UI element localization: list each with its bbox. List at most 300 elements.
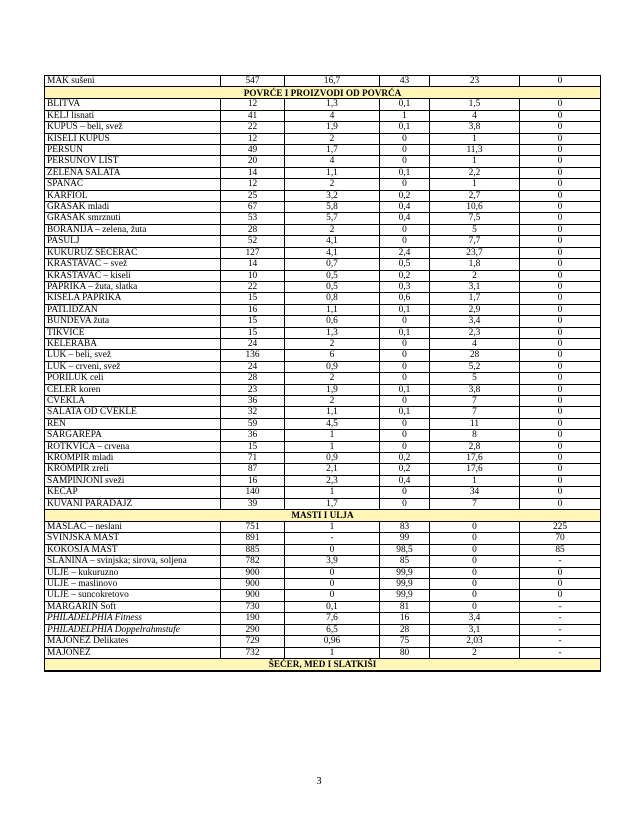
table-row [45,498,601,509]
table-row [45,316,601,327]
table-row [45,327,601,338]
food-name-cell: KISELA PAPRIKA [45,293,221,304]
table-row [45,430,601,441]
value-cell: 900 [221,567,285,578]
value-cell: 0 [285,590,380,601]
value-cell: 732 [221,647,285,658]
value-cell: 0 [430,601,520,612]
value-cell: 70 [520,533,601,544]
table-row [45,224,601,235]
table-row [45,464,601,475]
table-row [45,556,601,567]
value-cell: 4 [285,110,380,121]
table-row [45,453,601,464]
value-cell: 53 [221,213,285,224]
value-cell: - [520,613,601,624]
value-cell: 0 [520,430,601,441]
food-name-cell: GRAŠAK mladi [45,202,221,213]
table-row [45,167,601,178]
value-cell: 28 [380,624,430,635]
table-row [45,202,601,213]
table-row [45,636,601,647]
table-row [45,487,601,498]
food-name-cell: PHILADELPHIA Fitness [45,613,221,624]
value-cell: 2,8 [430,441,520,452]
food-name-cell: KROMPIR mladi [45,453,221,464]
value-cell: 0,9 [285,453,380,464]
food-name-cell: PASULJ [45,236,221,247]
value-cell: 15 [221,293,285,304]
value-cell: 0 [520,270,601,281]
value-cell: - [520,647,601,658]
table-row [45,179,601,190]
table-row [45,76,601,87]
food-name-cell: MASLAC – neslani [45,522,221,533]
food-name-cell: SVINJSKA MAST [45,533,221,544]
nutrition-table [44,75,601,672]
value-cell: 52 [221,236,285,247]
table-row [45,156,601,167]
value-cell: 12 [221,133,285,144]
value-cell: 885 [221,544,285,555]
value-cell: 3,8 [430,122,520,133]
value-cell: 0,5 [285,281,380,292]
value-cell: 0,1 [380,304,430,315]
table-row [45,122,601,133]
food-name-cell: PORILUK celi [45,373,221,384]
value-cell: 14 [221,167,285,178]
value-cell: 85 [520,544,601,555]
value-cell: 0 [520,464,601,475]
value-cell: 1 [430,475,520,486]
value-cell: 5,7 [285,213,380,224]
value-cell: 0 [520,384,601,395]
food-name-cell: ŠAMPINJONI sveži [45,475,221,486]
table-row [45,407,601,418]
food-name-cell: PAPRIKA – žuta, slatka [45,281,221,292]
value-cell: 127 [221,247,285,258]
value-cell: 2,9 [430,304,520,315]
food-name-cell: MAJONEZ Delikates [45,636,221,647]
value-cell: 15 [221,316,285,327]
value-cell: 71 [221,453,285,464]
value-cell: 2,3 [285,475,380,486]
table-row [45,579,601,590]
value-cell: 5 [430,224,520,235]
table-row [45,624,601,635]
value-cell: 0 [520,179,601,190]
value-cell: 729 [221,636,285,647]
food-name-cell: KRASTAVAC – svež [45,259,221,270]
value-cell: 0 [285,579,380,590]
value-cell: 1,7 [430,293,520,304]
value-cell: 0 [520,145,601,156]
table-row [45,304,601,315]
value-cell: 0 [380,179,430,190]
value-cell: 15 [221,441,285,452]
value-cell: 0 [380,430,430,441]
value-cell: 1 [285,487,380,498]
value-cell: 1 [285,441,380,452]
value-cell: 1,1 [285,304,380,315]
value-cell: 0 [520,224,601,235]
value-cell: 0 [380,361,430,372]
value-cell: 67 [221,202,285,213]
value-cell: 900 [221,579,285,590]
value-cell: 0 [520,156,601,167]
value-cell: 0,2 [380,453,430,464]
value-cell: 0,9 [285,361,380,372]
value-cell: 0 [520,350,601,361]
value-cell: 0,96 [285,636,380,647]
value-cell: 1 [430,133,520,144]
value-cell: 16 [221,475,285,486]
value-cell: 6 [285,350,380,361]
value-cell: 7 [430,498,520,509]
value-cell: 2,4 [380,247,430,258]
value-cell: 140 [221,487,285,498]
value-cell: 0 [520,213,601,224]
value-cell: 1 [285,522,380,533]
section-title: MASTI I ULJA [45,510,601,522]
value-cell: 0 [430,556,520,567]
value-cell: - [285,533,380,544]
value-cell: 28 [221,224,285,235]
table-row [45,350,601,361]
value-cell: 59 [221,418,285,429]
value-cell: 2,3 [430,327,520,338]
value-cell: 34 [430,487,520,498]
value-cell: 0 [520,281,601,292]
value-cell: 3,1 [430,624,520,635]
food-name-cell: ZELENA SALATA [45,167,221,178]
value-cell: 22 [221,281,285,292]
value-cell: 0 [380,133,430,144]
value-cell: 20 [221,156,285,167]
value-cell: 0 [430,590,520,601]
value-cell: 0,1 [380,122,430,133]
food-name-cell: CVEKLA [45,395,221,406]
table-row [45,567,601,578]
value-cell: 11 [430,418,520,429]
table-row [45,259,601,270]
value-cell: 0 [430,567,520,578]
value-cell: 7 [430,407,520,418]
section-title: ŠEĆER, MED I SLATKIŠI [45,658,601,671]
food-name-cell: MAJONEZ [45,647,221,658]
table-row [45,395,601,406]
value-cell: 0 [520,293,601,304]
value-cell: 4 [430,338,520,349]
value-cell: 0,5 [380,259,430,270]
value-cell: 0 [520,202,601,213]
value-cell: 0 [520,190,601,201]
food-name-cell: KUKURUZ ŠEĆERAC [45,247,221,258]
value-cell: 900 [221,590,285,601]
table-row [45,270,601,281]
value-cell: 85 [380,556,430,567]
value-cell: 23 [221,384,285,395]
value-cell: 17,6 [430,453,520,464]
value-cell: 0,1 [285,601,380,612]
value-cell: 1,5 [430,99,520,110]
value-cell: 0 [380,350,430,361]
value-cell: 0 [520,395,601,406]
value-cell: 4 [430,110,520,121]
value-cell: 5,2 [430,361,520,372]
value-cell: 28 [430,350,520,361]
value-cell: 2,2 [430,167,520,178]
value-cell: 3,4 [430,316,520,327]
value-cell: 0 [520,133,601,144]
table-row [45,338,601,349]
value-cell: 0 [520,453,601,464]
value-cell: 0 [430,522,520,533]
value-cell: 75 [380,636,430,647]
value-cell: 0,1 [380,167,430,178]
value-cell: 0 [520,110,601,121]
food-name-cell: PATLIDŽAN [45,304,221,315]
value-cell: 7,7 [430,236,520,247]
value-cell: 0 [520,259,601,270]
value-cell: 0,3 [380,281,430,292]
value-cell: 43 [380,76,430,87]
value-cell: 730 [221,601,285,612]
food-name-cell: KROMPIR zreli [45,464,221,475]
value-cell: 0,5 [285,270,380,281]
value-cell: - [520,556,601,567]
table-row [45,601,601,612]
table-row [45,110,601,121]
value-cell: 2,1 [285,464,380,475]
value-cell: 0 [520,590,601,601]
value-cell: 0,2 [380,190,430,201]
value-cell: 0 [520,247,601,258]
value-cell: 1,8 [430,259,520,270]
value-cell: 1,1 [285,167,380,178]
value-cell: 0,1 [380,407,430,418]
table-row [45,590,601,601]
value-cell: 7,6 [285,613,380,624]
value-cell: 290 [221,624,285,635]
value-cell: 0,2 [380,270,430,281]
value-cell: 99,9 [380,590,430,601]
value-cell: 0 [380,498,430,509]
value-cell: 547 [221,76,285,87]
value-cell: 0,6 [285,316,380,327]
value-cell: 0,1 [380,384,430,395]
value-cell: 14 [221,259,285,270]
value-cell: 2,7 [430,190,520,201]
food-name-cell: KOKOŠJA MAST [45,544,221,555]
food-name-cell: PERŠUN [45,145,221,156]
value-cell: 16 [221,304,285,315]
value-cell: 3,4 [430,613,520,624]
value-cell: 3,2 [285,190,380,201]
value-cell: 16 [380,613,430,624]
value-cell: 190 [221,613,285,624]
value-cell: 39 [221,498,285,509]
food-name-cell: BUNDEVA žuta [45,316,221,327]
value-cell: 1 [430,179,520,190]
table-row [45,544,601,555]
table-row [45,190,601,201]
food-name-cell: SLANINA – svinjska; sirova, soljena [45,556,221,567]
food-name-cell: BLITVA [45,99,221,110]
value-cell: 0 [380,224,430,235]
value-cell: 3,9 [285,556,380,567]
value-cell: 0,1 [380,327,430,338]
food-name-cell: BORANIJA – zelena, žuta [45,224,221,235]
table-row [45,281,601,292]
value-cell: 0 [520,316,601,327]
value-cell: 0 [520,498,601,509]
value-cell: 891 [221,533,285,544]
food-name-cell: SALATA OD CVEKLE [45,407,221,418]
value-cell: 2 [285,338,380,349]
value-cell: 87 [221,464,285,475]
value-cell: 16,7 [285,76,380,87]
value-cell: 8 [430,430,520,441]
value-cell: 25 [221,190,285,201]
value-cell: 2 [430,270,520,281]
value-cell: 0 [380,418,430,429]
value-cell: 0 [520,338,601,349]
value-cell: 1,3 [285,99,380,110]
table-row [45,213,601,224]
table-row [45,236,601,247]
food-name-cell: KUPUS – beli, svež [45,122,221,133]
food-name-cell: GRAŠAK smrznuti [45,213,221,224]
value-cell: 23 [430,76,520,87]
food-name-cell: KRASTAVAC – kiseli [45,270,221,281]
value-cell: 10 [221,270,285,281]
value-cell: 0,7 [285,259,380,270]
value-cell: 0,4 [380,475,430,486]
value-cell: - [520,624,601,635]
value-cell: 2 [430,647,520,658]
table-row [45,613,601,624]
value-cell: 2 [285,224,380,235]
value-cell: 4,1 [285,236,380,247]
table-row [45,533,601,544]
table-row [45,475,601,486]
value-cell: 0 [380,441,430,452]
food-name-cell: ULJE – kukuruzno [45,567,221,578]
value-cell: 1 [285,647,380,658]
value-cell: 99,9 [380,567,430,578]
value-cell: 0 [380,236,430,247]
value-cell: 4 [285,156,380,167]
value-cell: 0,6 [380,293,430,304]
section-title: POVRĆE I PROIZVODI OD POVRĆA [45,87,601,99]
value-cell: 7 [430,395,520,406]
food-name-cell: CELER koren [45,384,221,395]
value-cell: 0 [430,579,520,590]
value-cell: 0,4 [380,213,430,224]
table-row [45,418,601,429]
value-cell: 0,8 [285,293,380,304]
table-row [45,133,601,144]
value-cell: 99,9 [380,579,430,590]
value-cell: 1,9 [285,384,380,395]
value-cell: 2 [285,395,380,406]
value-cell: - [520,636,601,647]
table-row [45,522,601,533]
value-cell: 0 [520,236,601,247]
value-cell: 1 [430,156,520,167]
value-cell: 0 [380,395,430,406]
value-cell: 0 [520,373,601,384]
food-name-cell: TIKVICE [45,327,221,338]
value-cell: 0,1 [380,99,430,110]
value-cell: 0 [380,316,430,327]
value-cell: 0 [430,533,520,544]
value-cell: 0 [520,327,601,338]
food-name-cell: PHILADELPHIA Doppelrahmstufe [45,624,221,635]
value-cell: 17,6 [430,464,520,475]
food-name-cell: SPANAĆ [45,179,221,190]
value-cell: 0 [380,373,430,384]
value-cell: 0 [380,156,430,167]
value-cell: 36 [221,395,285,406]
table-row [45,247,601,258]
table-row [45,361,601,372]
value-cell: 0 [520,567,601,578]
value-cell: 1,9 [285,122,380,133]
food-name-cell: KELERABA [45,338,221,349]
value-cell: 782 [221,556,285,567]
value-cell: 12 [221,99,285,110]
value-cell: 81 [380,601,430,612]
value-cell: 24 [221,338,285,349]
value-cell: 2,03 [430,636,520,647]
food-name-cell: KUVANI PARADAJZ [45,498,221,509]
value-cell: 0 [380,338,430,349]
value-cell: 22 [221,122,285,133]
value-cell: 0 [380,487,430,498]
value-cell: 0 [520,99,601,110]
value-cell: 0 [520,487,601,498]
table-row [45,373,601,384]
value-cell: 49 [221,145,285,156]
food-name-cell: ULJE – maslinovo [45,579,221,590]
value-cell: - [520,601,601,612]
section-header-row [45,658,601,671]
value-cell: 0 [285,544,380,555]
value-cell: 23,7 [430,247,520,258]
value-cell: 1,1 [285,407,380,418]
section-header-row [45,510,601,522]
food-name-cell: KISELI KUPUS [45,133,221,144]
food-name-cell: ULJE – suncokretovo [45,590,221,601]
value-cell: 0 [520,361,601,372]
value-cell: 32 [221,407,285,418]
value-cell: 0 [520,475,601,486]
food-name-cell: ŠARGAREPA [45,430,221,441]
value-cell: 0 [520,76,601,87]
value-cell: 0 [520,441,601,452]
table-row [45,441,601,452]
value-cell: 2 [285,133,380,144]
food-name-cell: KEČAP [45,487,221,498]
value-cell: 3,8 [430,384,520,395]
value-cell: 1,3 [285,327,380,338]
value-cell: 12 [221,179,285,190]
food-name-cell: KARFIOL [45,190,221,201]
food-name-cell: LUK – crveni, svež [45,361,221,372]
value-cell: 10,6 [430,202,520,213]
